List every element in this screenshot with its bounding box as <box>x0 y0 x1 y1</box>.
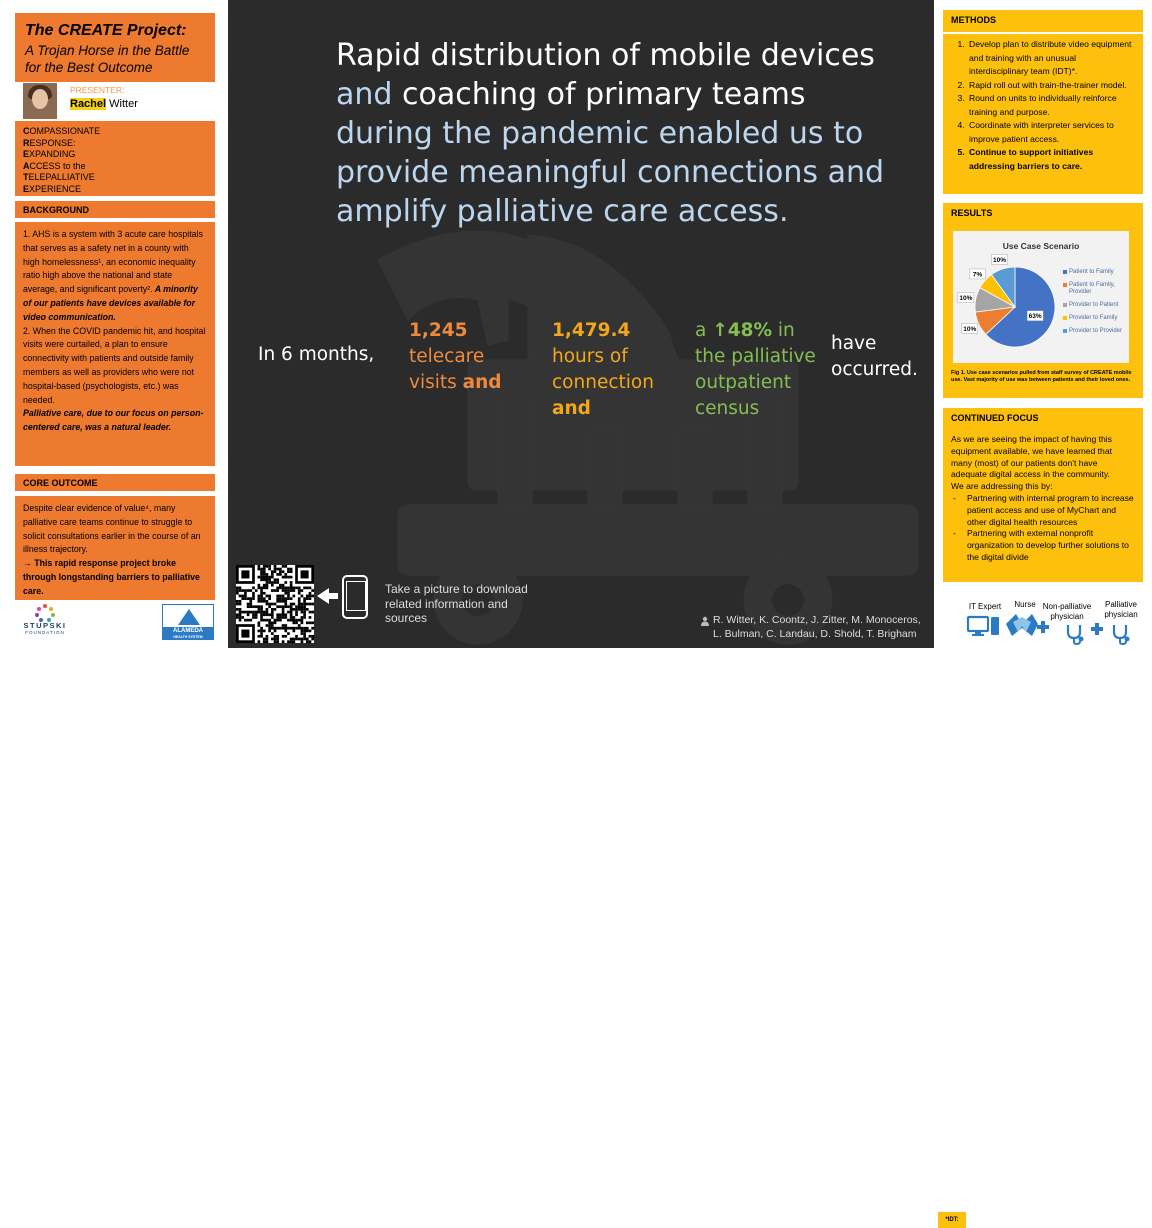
presenter-name <box>70 98 138 110</box>
continued-focus-list <box>951 493 1135 564</box>
continued-focus-heading: CONTINUED FOCUS <box>943 408 1143 430</box>
authors-line1: R. Witter, K. Coontz, J. Zitter, M. Monoceros, <box>713 614 921 626</box>
pie-value-label: 10% <box>959 295 973 303</box>
right-panel <box>934 0 1152 1223</box>
plus-icon <box>1036 620 1050 634</box>
core-outcome-heading: CORE OUTCOME <box>15 474 215 493</box>
legend-label: Provider to Patient <box>1069 302 1119 308</box>
census-increase-stat <box>695 318 816 422</box>
acronym-word: ELEPALLIATIVE <box>28 172 95 182</box>
alameda-health-system-logo <box>162 604 214 640</box>
results-heading: RESULTS <box>943 203 1143 225</box>
project-title-box <box>15 13 215 82</box>
computer-icon <box>967 615 1001 637</box>
presenter-photo <box>23 83 57 119</box>
census-line4: census <box>695 398 760 419</box>
stupski-name: STUPSKI <box>23 621 67 630</box>
headline-segment: during the pandemic enabled us to provide meaningful connections and amplify palliative care access. <box>336 116 885 229</box>
occurred-label <box>831 331 918 383</box>
acronym-line <box>23 126 207 138</box>
acronym-word: OMPASSIONATE <box>29 126 101 136</box>
idt-nurse-label: Nurse <box>1014 600 1036 609</box>
acronym-line <box>23 184 207 196</box>
chart-legend <box>1063 269 1129 341</box>
background-point-1: 1. AHS is a system with 3 acute care hospitals that serves as a safety net in a county with high homelessness¹, an economic inequality ratio high above the national and state average, and significant poverty². <box>23 229 203 295</box>
acronym-line <box>23 138 207 150</box>
background-heading: BACKGROUND <box>15 201 215 220</box>
method-item: 1. Develop plan to distribute video equipment and training with an unusual interdisciplinary team (IDT)*. <box>967 38 1135 79</box>
alameda-name: ALAMEDA <box>173 628 203 634</box>
census-increase-number: ↑48% <box>712 320 773 341</box>
acronym-letter: C <box>23 126 30 136</box>
method-item: 4. Coordinate with interpreter services to improve patient access. <box>967 119 1135 146</box>
census-line3: outpatient <box>695 372 792 393</box>
authors-line2: L. Bulman, C. Landau, D. Shold, T. Brigham <box>713 628 917 640</box>
legend-entry <box>1063 328 1129 335</box>
authors-list <box>713 613 933 641</box>
legend-label: Provider to Provider <box>1069 328 1123 334</box>
acronym-line <box>23 161 207 173</box>
legend-swatch <box>1063 270 1067 274</box>
legend-swatch <box>1063 329 1067 333</box>
census-suffix: in <box>772 320 795 341</box>
telecare-visits-number: 1,245 <box>409 320 468 341</box>
acronym-letter: R <box>23 137 30 148</box>
telecare-visits-and: and <box>462 372 502 393</box>
presenter-label: PRESENTER: <box>70 85 125 95</box>
presenter-block <box>15 83 215 119</box>
acronym-word: XPERIENCE <box>29 183 82 194</box>
acronym-line <box>23 172 207 184</box>
background-point-2: 2. When the COVID pandemic hit, and hospital visits were curtailed, a plan to ensure connectivity with patients and outside family members as well as providers who were not hospital-based (psychologists, etc.) was needed. <box>23 325 206 405</box>
presenter-first-name: Rachel <box>70 98 107 110</box>
continued-focus-p2: We are addressing this by: <box>951 481 1053 492</box>
headline-segment: Rapid distribution of mobile devices <box>336 38 875 73</box>
legend-label: Patient to Family, Provider <box>1069 282 1115 295</box>
occurred-line2: occurred. <box>831 359 918 380</box>
acronym-box <box>15 121 215 196</box>
methods-body <box>943 34 1143 194</box>
method-item: 2. Rapid roll out with train-the-trainer model. <box>967 79 1135 93</box>
legend-label: Patient to Family <box>1069 269 1114 275</box>
continued-focus-item: - Partnering with internal program to increase patient access and use of MyChart and other digital health resources <box>951 493 1135 528</box>
qr-instruction: Take a picture to download related information and sources <box>385 582 528 625</box>
legend-entry <box>1063 302 1129 309</box>
continued-focus-item: - Partnering with external nonprofit organization to develop further solutions to the digital divide <box>951 528 1135 563</box>
connection-hours-line2: hours of <box>552 346 628 367</box>
figure-caption: Fig 1. Use case scenarios pulled from staff survey of CREATE mobile use. Vast majority of use was between patients and their loved ones. <box>951 370 1132 383</box>
continued-focus-body <box>943 430 1143 582</box>
core-outcome-emphasis: → This rapid response project broke through longstanding barriers to palliative care. <box>23 558 200 596</box>
smartphone-icon <box>342 575 368 619</box>
acronym-word: XPANDING <box>29 149 76 159</box>
acronym-line <box>23 149 207 161</box>
census-line2: the palliative <box>695 346 816 367</box>
chart-title: Use Case Scenario <box>1002 241 1080 251</box>
acronym-letter: E <box>23 183 30 194</box>
idt-nonpalliative-label: Non-palliative physician <box>1042 602 1092 621</box>
center-panel <box>228 0 934 648</box>
main-headline <box>336 36 896 231</box>
connection-hours-number: 1,479.4 <box>552 320 631 341</box>
methods-heading: METHODS <box>943 10 1143 32</box>
project-subtitle: A Trojan Horse in the Battle for the Best Outcome <box>25 43 190 75</box>
person-icon <box>700 616 710 626</box>
qr-code-icon[interactable] <box>236 565 314 643</box>
method-item: 5. Continue to support initiatives addressing barriers to care. <box>967 146 1135 173</box>
acronym-word: ESPONSE: <box>29 137 76 148</box>
headline-segment: coaching of primary teams <box>401 77 806 112</box>
stupski-foundation-logo <box>15 604 75 642</box>
headline-segment: and <box>336 77 402 112</box>
legend-entry <box>1063 282 1129 296</box>
connection-hours-line3: connection <box>552 372 654 393</box>
acronym-letter: E <box>23 149 30 159</box>
core-outcome-text: Despite clear evidence of value⁴, many palliative care teams continue to struggle to solicit consultations earlier in the course of an illness trajectory. <box>23 503 201 555</box>
legend-entry <box>1063 269 1129 276</box>
stethoscope-icon <box>1064 623 1086 645</box>
legend-swatch <box>1063 283 1067 287</box>
project-title: The CREATE Project: <box>25 22 187 39</box>
occurred-line1: have <box>831 333 877 354</box>
idt-tag: *IDT: <box>938 1212 966 1228</box>
methods-list <box>951 38 1135 173</box>
timeframe-label: In 6 months, <box>258 344 375 365</box>
idt-legend <box>934 598 1152 1223</box>
legend-entry <box>1063 315 1129 322</box>
acronym-word: CCESS to the <box>29 160 86 171</box>
pie-value-label: 10% <box>993 256 1007 264</box>
pie-value-label: 63% <box>1028 313 1042 321</box>
legend-label: Provider to Family <box>1069 315 1118 321</box>
pie-value-label: 10% <box>963 325 977 333</box>
idt-palliative-label: Palliative physician <box>1104 600 1138 619</box>
acronym-letter: T <box>23 172 29 182</box>
telecare-visits-line3: visits <box>409 372 463 393</box>
connection-hours-and: and <box>552 398 591 419</box>
method-item: 3. Round on units to individually reinforce training and purpose. <box>967 92 1135 119</box>
left-panel <box>0 0 228 648</box>
background-body <box>15 222 215 466</box>
alameda-sub: HEALTH SYSTEM <box>173 635 203 639</box>
stupski-sub: FOUNDATION <box>25 630 65 635</box>
continued-focus-p1: As we are seeing the impact of having this equipment available, we have learned that many (most) of our patients don't have adequate digital access in the community. <box>951 434 1113 480</box>
results-body <box>943 225 1143 398</box>
arrow-left-shaft <box>328 593 338 599</box>
use-case-chart <box>953 231 1129 363</box>
core-outcome-body <box>15 496 215 600</box>
census-prefix: a <box>695 320 713 341</box>
plus-icon-2 <box>1090 622 1104 636</box>
pie-value-label: 7% <box>972 271 983 279</box>
telecare-visits-line2: telecare <box>409 346 485 367</box>
idt-it-label: IT Expert <box>968 602 1002 611</box>
background-point-2-emphasis: Palliative care, due to our focus on person-centered care, was a natural leader. <box>23 408 204 433</box>
telecare-visits-stat <box>409 318 502 396</box>
legend-swatch <box>1063 303 1067 307</box>
background-point-1-emphasis: A minority of our patients have devices available for video communication. <box>23 284 198 322</box>
acronym-letter: A <box>23 160 30 171</box>
legend-swatch <box>1063 316 1067 320</box>
presenter-last-name: Witter <box>106 98 138 110</box>
connection-hours-stat <box>552 318 654 422</box>
stethoscope-icon-2 <box>1110 623 1132 645</box>
